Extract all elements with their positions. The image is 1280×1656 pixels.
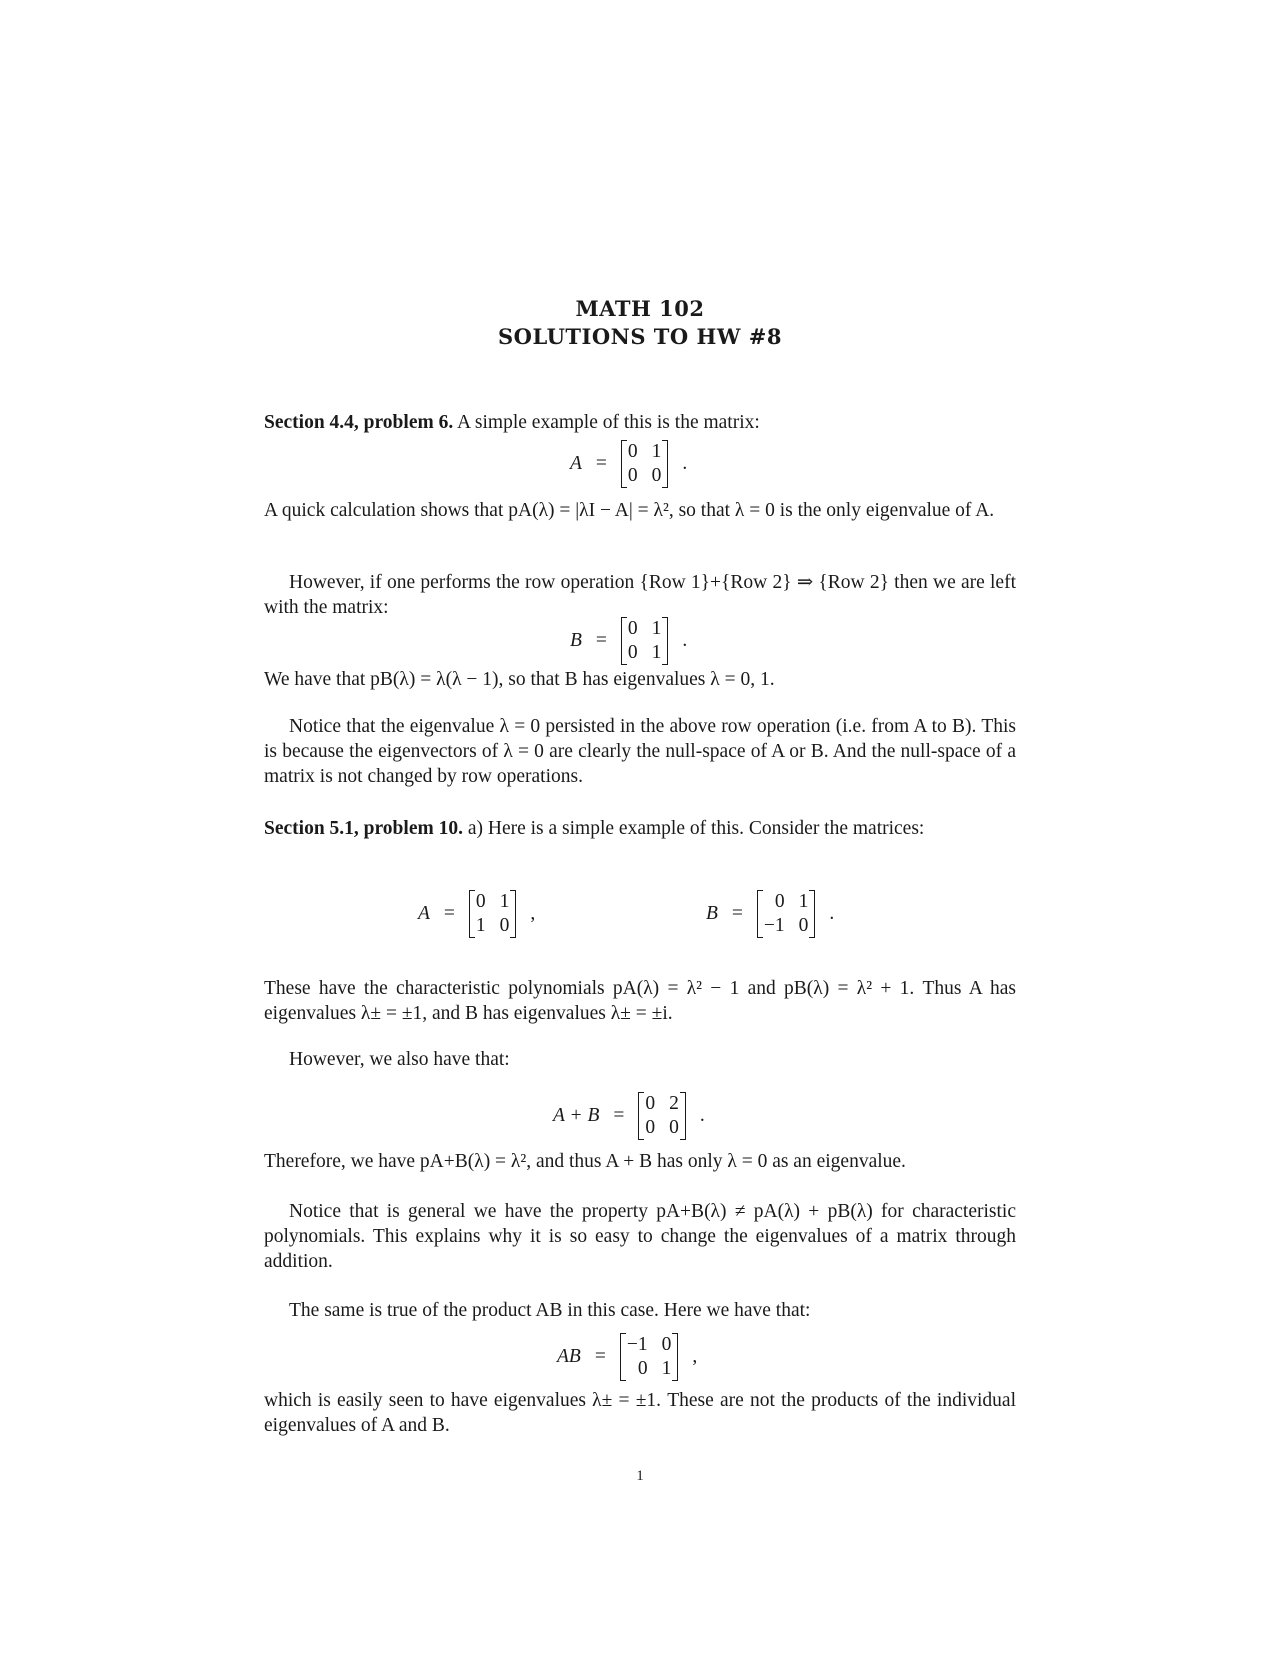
equals-sign: = [595, 453, 607, 474]
matrix-entry: 0 [499, 915, 510, 936]
section-4-4-intro [264, 410, 1016, 435]
matrix-entry: 1 [499, 891, 510, 912]
equation-punctuation: . [699, 1105, 705, 1126]
section-4-4-paragraph-3: We have that pB(λ) = λ(λ − 1), so that B has eigenvalues λ = 0, 1. [264, 669, 775, 690]
matrix [621, 617, 669, 665]
section-5-1-intro-text: a) Here is a simple example of this. Consider the matrices: [467, 818, 925, 839]
matrix-entry: 0 [661, 1334, 672, 1355]
section-4-4-paragraph-4: Notice that the eigenvalue λ = 0 persisted in the above row operation (i.e. from A to B). This is because the eigenvectors of λ = 0 are clearly the null-space of A or B. And the null-space of a matrix is not changed by row operations. [264, 716, 1016, 787]
matrix-entry: 0 [798, 915, 809, 936]
matrix-entry: 0 [645, 1093, 656, 1114]
matrix-entry: 0 [627, 642, 638, 663]
matrix-entry: 0 [627, 465, 638, 486]
equation-matrix-product [557, 1333, 697, 1381]
section-4-4-intro-text: A simple example of this is the matrix: [457, 412, 760, 433]
section-4-4-paragraph-1: A quick calculation shows that pA(λ) = |λI − A| = λ², so that λ = 0 is the only eigenvalue of A. [264, 500, 995, 521]
matrix-entry: 1 [651, 642, 662, 663]
equation-matrix-a [570, 440, 687, 488]
equals-sign: = [731, 903, 743, 924]
matrix-entry: 0 [645, 1117, 656, 1138]
matrix-entry: 1 [475, 915, 486, 936]
equals-sign: = [594, 1346, 606, 1367]
equation-punctuation: , [692, 1346, 698, 1367]
section-5-1-paragraph-5: The same is true of the product AB in this case. Here we have that: [289, 1300, 811, 1321]
matrix-entry: 0 [627, 441, 638, 462]
matrix-entry: 1 [651, 441, 662, 462]
matrix [638, 1092, 686, 1140]
matrix-entry: 0 [669, 1117, 679, 1138]
course-title: MATH 102 [575, 296, 705, 321]
matrix [757, 890, 816, 938]
equation-lhs: A [418, 903, 430, 924]
matrix-entry: 0 [774, 891, 785, 912]
equation-punctuation: , [530, 903, 536, 924]
matrix [469, 890, 517, 938]
section-5-1-paragraph-6: which is easily seen to have eigenvalues λ± = ±1. These are not the products of the individual eigenvalues of A and B. [264, 1390, 1016, 1436]
matrix [621, 440, 669, 488]
section-5-1-paragraph-4: Notice that is general we have the property pA+B(λ) ≠ pA(λ) + pB(λ) for characteristic polynomials. This explains why it is so easy to change the eigenvalues of a matrix through addition. [264, 1201, 1016, 1272]
matrix-entry: 2 [669, 1093, 679, 1114]
equals-sign: = [443, 903, 455, 924]
equation-punctuation: . [682, 630, 688, 651]
matrix [620, 1333, 679, 1381]
equation-punctuation: . [682, 453, 688, 474]
section-5-1-paragraph-3: Therefore, we have pA+B(λ) = λ², and thus A + B has only λ = 0 as an eigenvalue. [264, 1151, 906, 1172]
section-4-4-heading: Section 4.4, problem 6. [264, 412, 454, 433]
equation-lhs: B [706, 903, 718, 924]
equation-matrix-b [570, 617, 687, 665]
equation-punctuation: . [829, 903, 835, 924]
section-4-4-paragraph-2: However, if one performs the row operation {Row 1}+{Row 2} ⇒ {Row 2} then we are left with the matrix: [264, 572, 1016, 618]
matrix-entry: 0 [651, 465, 662, 486]
equation-matrix-a-5-1 [418, 890, 535, 938]
equation-lhs: AB [557, 1346, 581, 1367]
page-number: 1 [636, 1468, 644, 1484]
matrix-entry: 0 [475, 891, 486, 912]
equation-matrix-sum [553, 1092, 705, 1140]
matrix-entry: 1 [661, 1358, 672, 1379]
equation-lhs: B [570, 630, 582, 651]
equation-lhs: A + B [553, 1105, 600, 1126]
equals-sign: = [613, 1105, 625, 1126]
equation-lhs: A [570, 453, 582, 474]
equation-matrix-b-5-1 [706, 890, 834, 938]
section-5-1-paragraph-2: However, we also have that: [289, 1049, 510, 1070]
matrix-entry: −1 [626, 1334, 648, 1355]
document-subtitle: SOLUTIONS TO HW #8 [498, 324, 782, 349]
matrix-entry: −1 [763, 915, 785, 936]
matrix-entry: 1 [798, 891, 809, 912]
matrix-entry: 0 [627, 618, 638, 639]
section-5-1-heading: Section 5.1, problem 10. [264, 818, 463, 839]
section-5-1-paragraph-1: These have the characteristic polynomials pA(λ) = λ² − 1 and pB(λ) = λ² + 1. Thus A has eigenvalues λ± = ±1, and B has eigenvalues λ± = ±i. [264, 978, 1016, 1024]
matrix-entry: 0 [637, 1358, 648, 1379]
section-5-1-intro [264, 816, 1016, 841]
matrix-entry: 1 [651, 618, 662, 639]
equals-sign: = [595, 630, 607, 651]
